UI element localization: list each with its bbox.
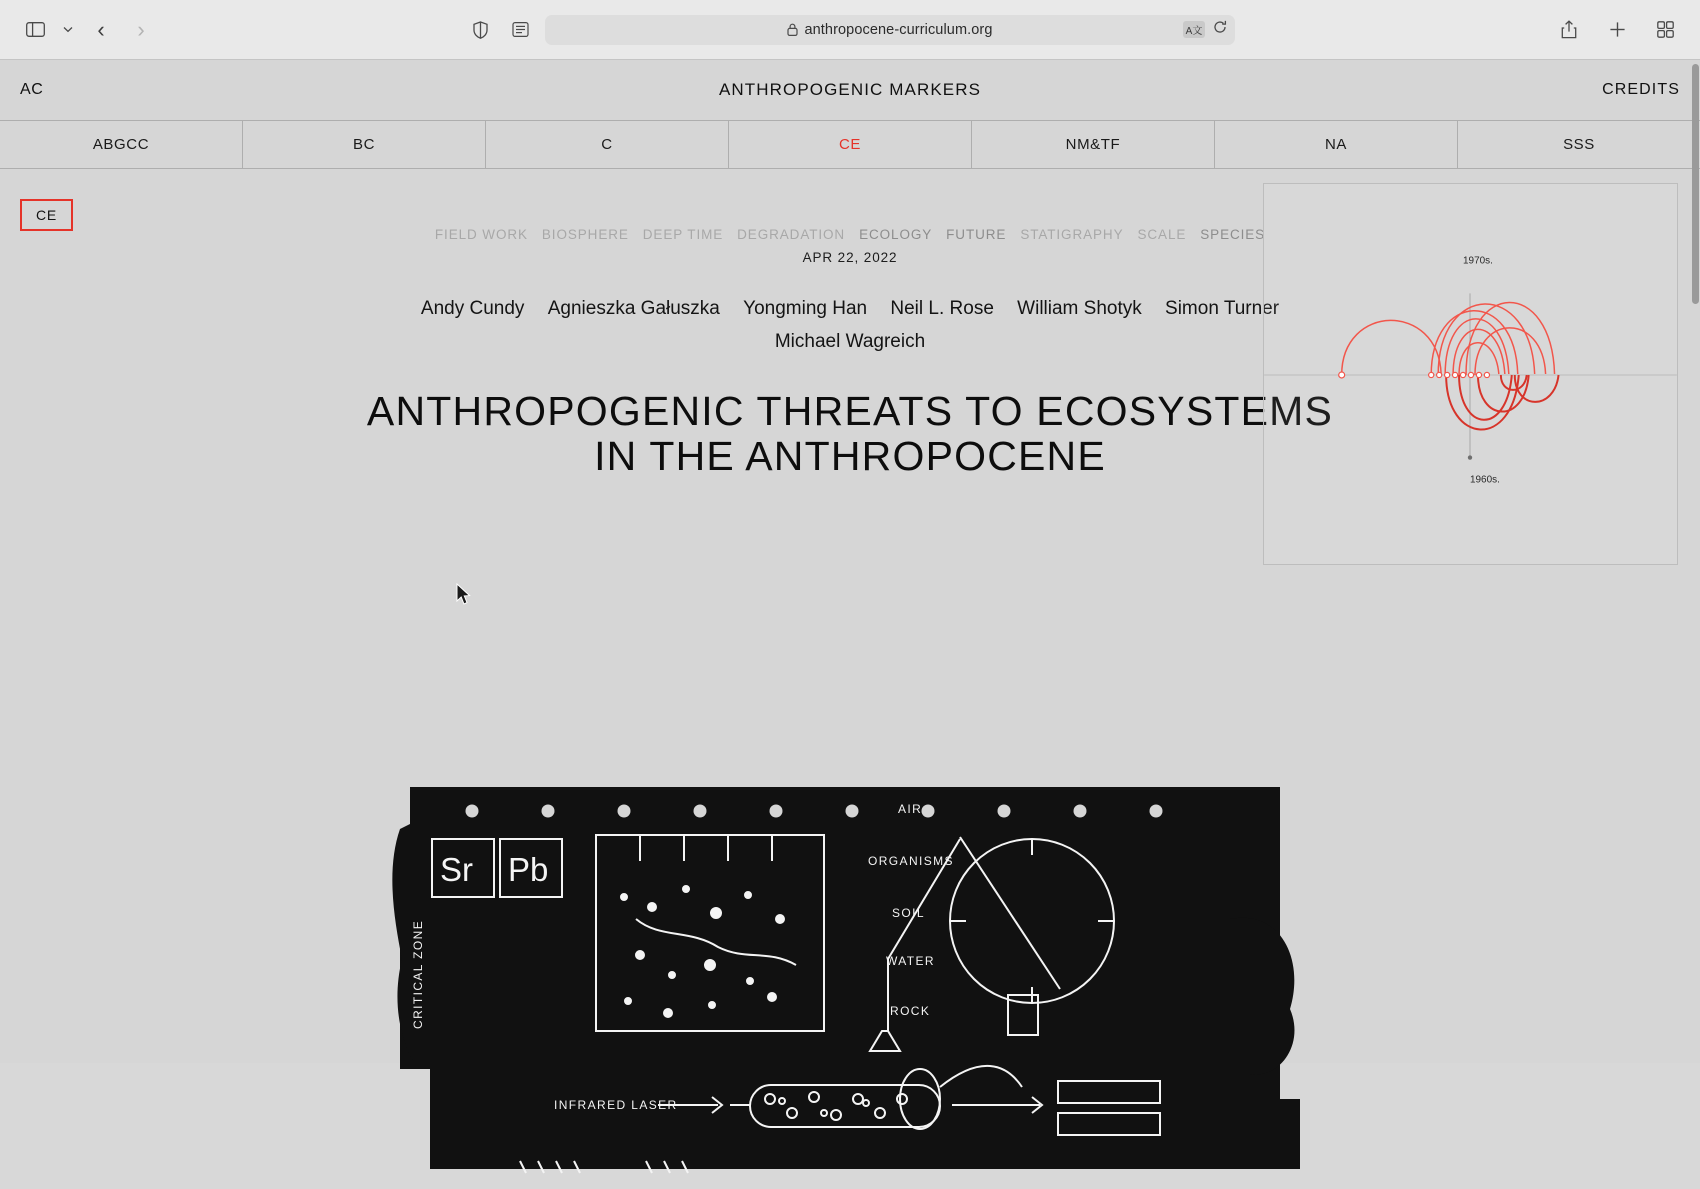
viz-label-1970s: 1970s. bbox=[1463, 255, 1493, 267]
article-illustration bbox=[400, 769, 1300, 1189]
lock-icon bbox=[787, 23, 798, 36]
reader-view-icon[interactable] bbox=[505, 15, 535, 45]
author-name[interactable]: Agnieszka Gałuszka bbox=[547, 298, 720, 319]
tab-bc[interactable]: BC bbox=[243, 121, 486, 168]
author-name[interactable]: Neil L. Rose bbox=[890, 298, 994, 319]
tab-ce[interactable]: CE bbox=[729, 121, 972, 168]
illustration-label-infrared-laser: INFRARED LASER bbox=[554, 1098, 678, 1112]
toolbar-center-group bbox=[0, 15, 1700, 45]
back-arrow-icon: ‹ bbox=[97, 16, 105, 42]
tag-biosphere[interactable]: BIOSPHERE bbox=[541, 227, 629, 242]
tag-field-work[interactable]: FIELD WORK bbox=[434, 227, 528, 242]
show-tabs-icon[interactable] bbox=[1648, 15, 1682, 45]
chevron-down-icon[interactable] bbox=[58, 15, 78, 45]
address-bar-actions bbox=[1183, 20, 1227, 39]
illustration-label-critical-zone: CRITICAL ZONE bbox=[411, 919, 425, 1029]
tag-species[interactable]: SPECIES bbox=[1200, 227, 1266, 242]
author-name[interactable]: Andy Cundy bbox=[420, 298, 525, 319]
address-bar[interactable] bbox=[545, 15, 1235, 45]
illustration-label-organisms: ORGANISMS bbox=[868, 854, 954, 868]
tag-degradation[interactable]: DEGRADATION bbox=[737, 227, 846, 242]
privacy-shield-icon[interactable] bbox=[465, 15, 495, 45]
toolbar-left-group bbox=[18, 15, 158, 45]
illustration-label-sr: Sr bbox=[440, 851, 473, 888]
share-icon[interactable] bbox=[1552, 15, 1586, 45]
illustration-label-soil: SOIL bbox=[892, 906, 925, 920]
browser-toolbar bbox=[0, 0, 1700, 60]
illustration-label-air: AIR bbox=[898, 802, 923, 816]
page-viewport bbox=[0, 60, 1700, 1112]
tab-abgcc[interactable]: ABGCC bbox=[0, 121, 243, 168]
tag-statigraphy[interactable]: STATIGRAPHY bbox=[1020, 227, 1124, 242]
author-name[interactable]: William Shotyk bbox=[1017, 298, 1142, 319]
tag-future[interactable]: FUTURE bbox=[946, 227, 1007, 242]
section-nav bbox=[0, 121, 1700, 169]
plus-icon[interactable] bbox=[1600, 15, 1634, 45]
article-content bbox=[0, 169, 1700, 1112]
author-name[interactable]: Michael Wagreich bbox=[774, 331, 926, 353]
translate-icon[interactable]: A文 bbox=[1183, 21, 1205, 38]
author-list bbox=[400, 292, 1300, 359]
site-logo[interactable]: AC bbox=[20, 81, 44, 98]
back-button[interactable] bbox=[84, 15, 118, 45]
tag-ecology[interactable]: ECOLOGY bbox=[859, 227, 933, 242]
credits-link[interactable]: CREDITS bbox=[1602, 81, 1680, 98]
illustration-label-rock: ROCK bbox=[890, 1004, 931, 1018]
tab-sss[interactable]: SSS bbox=[1563, 136, 1595, 153]
network-visualization[interactable] bbox=[1263, 183, 1678, 565]
forward-arrow-icon: › bbox=[137, 16, 145, 42]
publication-date: APR 22, 2022 bbox=[802, 250, 898, 265]
page-scrollbar[interactable] bbox=[1691, 60, 1700, 1063]
reload-icon[interactable] bbox=[1213, 20, 1227, 39]
tag-deep-time[interactable]: DEEP TIME bbox=[642, 227, 724, 242]
article-title: ANTHROPOGENIC THREATS TO ECOSYSTEMS IN THE ANTHROPOCENE bbox=[366, 387, 1334, 480]
illustration-label-pb: Pb bbox=[508, 851, 549, 888]
sidebar-icon[interactable] bbox=[18, 15, 52, 45]
illustration-label-water: WATER bbox=[886, 954, 935, 968]
forward-button[interactable] bbox=[124, 15, 158, 45]
tab-c[interactable]: C bbox=[486, 121, 729, 168]
page-title: ANTHROPOGENIC MARKERS bbox=[718, 80, 982, 99]
mouse-cursor bbox=[457, 584, 473, 606]
site-header bbox=[0, 60, 1700, 121]
scrollbar-thumb[interactable] bbox=[1692, 64, 1699, 304]
tag-scale[interactable]: SCALE bbox=[1137, 227, 1187, 242]
toolbar-right-group bbox=[1552, 15, 1682, 45]
viz-label-1960s: 1960s. bbox=[1470, 474, 1500, 486]
author-name[interactable]: Simon Turner bbox=[1165, 298, 1280, 319]
category-badge-ce[interactable]: CE bbox=[20, 199, 73, 231]
tab-na[interactable]: NA bbox=[1215, 121, 1458, 168]
author-name[interactable]: Yongming Han bbox=[743, 298, 868, 319]
url-text: anthropocene-curriculum.org bbox=[804, 21, 993, 38]
tab-nmtf[interactable]: NM&TF bbox=[972, 121, 1215, 168]
